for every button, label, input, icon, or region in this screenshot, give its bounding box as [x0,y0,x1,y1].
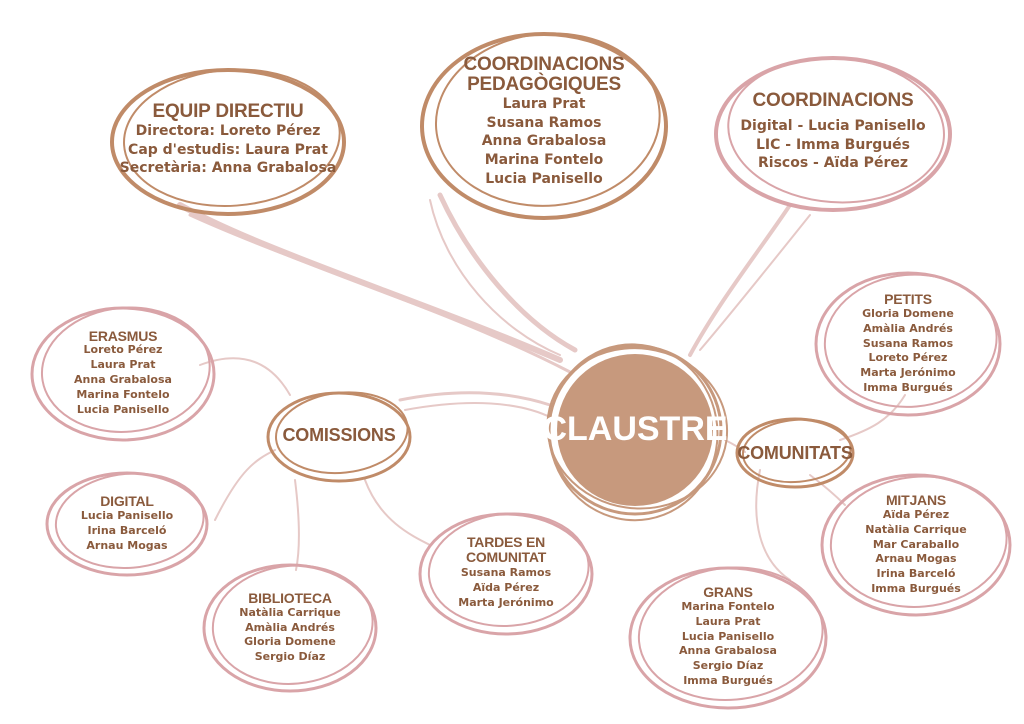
mitjans-item: Arnau Mogas [875,552,957,566]
digital-item: Arnau Mogas [86,538,168,552]
biblioteca-item: Sergio Díaz [254,650,326,664]
equip-directiu-title: EQUIP DIRECTIU [152,100,304,122]
coordinacions-pedagogiques-item: Marina Fontelo [484,152,604,169]
biblioteca-item: Amàlia Andrés [245,620,335,634]
comissions-node [264,385,414,485]
coordinacions-pedagogiques-item: Lucia Panisello [485,171,603,188]
erasmus-item: Marina Fontelo [76,387,170,401]
coordinacions-pedagogiques-item: Anna Grabalosa [481,133,607,150]
coordinacions-pedagogiques-item: Susana Ramos [486,114,602,131]
mitjans-item: Irina Barceló [876,567,956,581]
petits-node [812,268,1004,420]
coordinacions-node [712,48,954,216]
erasmus-item: Laura Prat [90,358,156,372]
mitjans-node [818,470,1014,620]
equip-directiu-item: Directora: Loreto Pérez [135,122,321,139]
erasmus-item: Lucia Panisello [76,402,170,416]
tardes-title-1: TARDES EN [466,534,546,551]
tardes-title-2: COMUNITAT [465,548,547,565]
coordinacions-pedagogiques-title-2: PEDAGÒGIQUES [467,73,621,95]
biblioteca-item: Gloria Domene [244,635,336,649]
petits-item: Imma Burgués [863,381,953,395]
grans-item: Laura Prat [695,614,761,628]
erasmus-title: ERASMUS [88,327,158,344]
petits-item: Marta Jerónimo [860,366,956,380]
comunitats-title: COMUNITATS [737,442,853,463]
grans-item: Sergio Díaz [692,659,764,673]
coordinacions-item: LIC - Imma Burgués [755,136,911,153]
coordinacions-item: Digital - Lucia Panisello [740,117,926,134]
petits-title: PETITS [884,291,932,308]
digital-item: Lucia Panisello [80,509,174,523]
grans-item: Anna Grabalosa [679,644,777,658]
digital-item: Irina Barceló [87,523,167,537]
petits-item: Loreto Pérez [868,351,948,365]
coordinacions-pedagogiques-node [418,22,670,222]
erasmus-item: Loreto Pérez [83,343,163,357]
equip-directiu-node [108,60,348,220]
mitjans-item: Imma Burgués [871,582,961,596]
claustre-title: CLAUSTRE [542,410,728,449]
biblioteca-title: BIBLIOTECA [248,589,332,606]
erasmus-item: Anna Grabalosa [74,372,172,386]
equip-directiu-item: Cap d'estudis: Laura Prat [128,141,328,158]
mitjans-item: Natàlia Carrique [865,522,967,536]
grans-item: Lucia Panisello [681,629,775,643]
petits-item: Susana Ramos [862,336,954,350]
coordinacions-pedagogiques-item: Laura Prat [502,95,586,112]
coordinacions-pedagogiques-title-1: COORDINACIONS [463,53,625,75]
claustre-center-node [540,340,730,520]
biblioteca-item: Natàlia Carrique [239,605,341,619]
mitjans-title: MITJANS [885,492,947,509]
comissions-title: COMISSIONS [282,424,396,445]
grans-title: GRANS [703,584,753,601]
equip-directiu-item: Secretària: Anna Grabalosa [119,160,337,177]
petits-item: Amàlia Andrés [863,321,953,335]
mitjans-item: Aïda Pérez [882,507,950,521]
mitjans-item: Mar Caraballo [872,537,960,551]
tardes-item: Marta Jerónimo [458,596,554,610]
digital-node [44,470,210,578]
tardes-item: Susana Ramos [460,566,552,580]
grans-item: Marina Fontelo [681,599,775,613]
grans-node [626,562,830,712]
coordinacions-item: Riscos - Aïda Pérez [757,155,908,172]
tardes-item: Aïda Pérez [472,581,540,595]
coordinacions-title: COORDINACIONS [752,89,914,111]
erasmus-node [28,302,218,444]
petits-item: Gloria Domene [862,306,954,320]
tardes-en-comunitat-node [416,508,596,638]
digital-title: DIGITAL [100,493,154,510]
biblioteca-node [200,560,380,696]
grans-item: Imma Burgués [683,674,773,688]
